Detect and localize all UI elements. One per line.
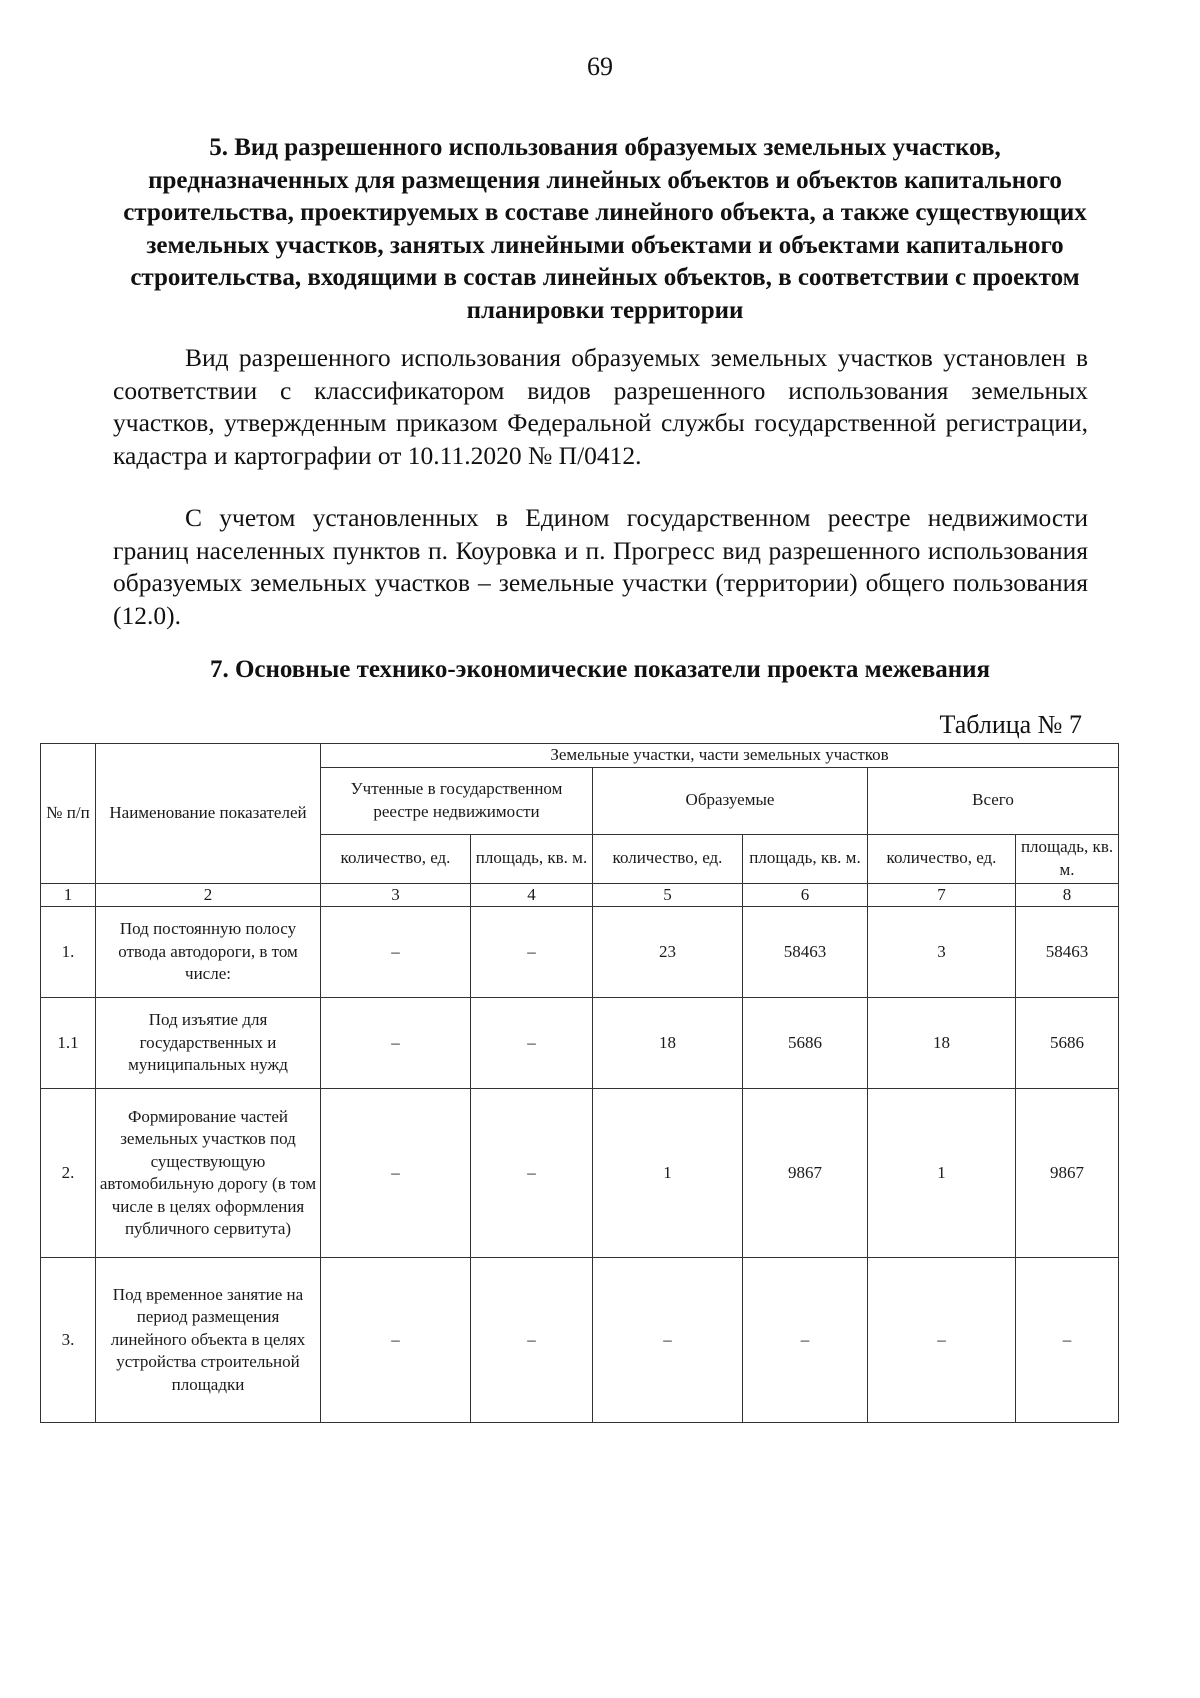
header-total-area: площадь, кв. м. — [1016, 834, 1119, 883]
registered-area: – — [471, 1258, 593, 1423]
formed-area: 9867 — [743, 1089, 868, 1258]
header-registered-area: площадь, кв. м. — [471, 834, 593, 883]
registered-area: – — [471, 1089, 593, 1258]
row-num: 1. — [41, 907, 96, 998]
registered-qty: – — [321, 907, 471, 998]
paragraph-permitted-use: Вид разрешенного использования образуемых земельных участков установлен в соответствии с классификатором видов разрешенного использования земельных участков, утвержденным приказом Федеральной службы государственной регистрации, кадастра и картографии от 10.11.2020 № П/0412. — [113, 343, 1088, 470]
column-number: 3 — [321, 883, 471, 907]
row-num: 3. — [41, 1258, 96, 1423]
total-area: 58463 — [1016, 907, 1119, 998]
page-number: 69 — [587, 52, 613, 81]
formed-area: 58463 — [743, 907, 868, 998]
table-caption: Таблица № 7 — [939, 710, 1082, 739]
column-number: 4 — [471, 883, 593, 907]
section-7-heading: 7. Основные технико-экономические показатели проекта межевания — [209, 656, 991, 683]
row-num: 2. — [41, 1089, 96, 1258]
row-name: Под временное занятие на период размещения линейного объекта в целях устройства строительной площадки — [96, 1258, 321, 1423]
header-total: Всего — [868, 767, 1119, 834]
column-number: 1 — [41, 883, 96, 907]
paragraph-settlement-borders: С учетом установленных в Едином государственном реестре недвижимости границ населенных пунктов п. Коуровка и п. Прогресс вид разрешенного использования образуемых земельных участков – земельные участки (территории) общего пользования (12.0). — [113, 503, 1088, 630]
total-qty: – — [868, 1258, 1016, 1423]
row-name: Под изъятие для государственных и муниципальных нужд — [96, 998, 321, 1089]
section-5-heading: 5. Вид разрешенного использования образуемых земельных участков, предназначенных для размещения линейных объектов и объектов капитального строительства, проектируемых в составе линейного объекта, а также существующих земельных участков, занятых линейными объектами и объектами капитального строительства, входящими в состав линейных объектов, в соответствии с проектом планировки территории — [123, 134, 1087, 324]
registered-area: – — [471, 907, 593, 998]
indicators-table — [40, 743, 1119, 1423]
column-number: 8 — [1016, 883, 1119, 907]
registered-area: – — [471, 998, 593, 1089]
formed-qty: 18 — [593, 998, 743, 1089]
row-num: 1.1 — [41, 998, 96, 1089]
total-qty: 3 — [868, 907, 1016, 998]
formed-area: – — [743, 1258, 868, 1423]
table-row — [41, 1258, 1119, 1423]
column-number: 6 — [743, 883, 868, 907]
column-number: 5 — [593, 883, 743, 907]
registered-qty: – — [321, 1258, 471, 1423]
header-registered-qty: количество, ед. — [321, 834, 471, 883]
formed-qty: 23 — [593, 907, 743, 998]
row-name: Под постоянную полосу отвода автодороги, в том числе: — [96, 907, 321, 998]
total-qty: 18 — [868, 998, 1016, 1089]
table-row — [41, 1089, 1119, 1258]
column-number: 2 — [96, 883, 321, 907]
table-row — [41, 998, 1119, 1089]
header-name: Наименование показателей — [96, 744, 321, 884]
header-num: № п/п — [41, 744, 96, 884]
formed-qty: 1 — [593, 1089, 743, 1258]
table-row — [41, 907, 1119, 998]
header-group: Земельные участки, части земельных участков — [321, 744, 1119, 768]
formed-area: 5686 — [743, 998, 868, 1089]
registered-qty: – — [321, 1089, 471, 1258]
header-formed: Образуемые — [593, 767, 868, 834]
row-name: Формирование частей земельных участков под существующую автомобильную дорогу (в том числе в целях оформления публичного сервитута) — [96, 1089, 321, 1258]
total-area: 5686 — [1016, 998, 1119, 1089]
registered-qty: – — [321, 998, 471, 1089]
total-qty: 1 — [868, 1089, 1016, 1258]
header-formed-area: площадь, кв. м. — [743, 834, 868, 883]
total-area: 9867 — [1016, 1089, 1119, 1258]
formed-qty: – — [593, 1258, 743, 1423]
header-registered: Учтенные в государственном реестре недвижимости — [321, 767, 593, 834]
total-area: – — [1016, 1258, 1119, 1423]
column-number: 7 — [868, 883, 1016, 907]
header-formed-qty: количество, ед. — [593, 834, 743, 883]
column-number-row — [41, 883, 1119, 907]
header-total-qty: количество, ед. — [868, 834, 1016, 883]
